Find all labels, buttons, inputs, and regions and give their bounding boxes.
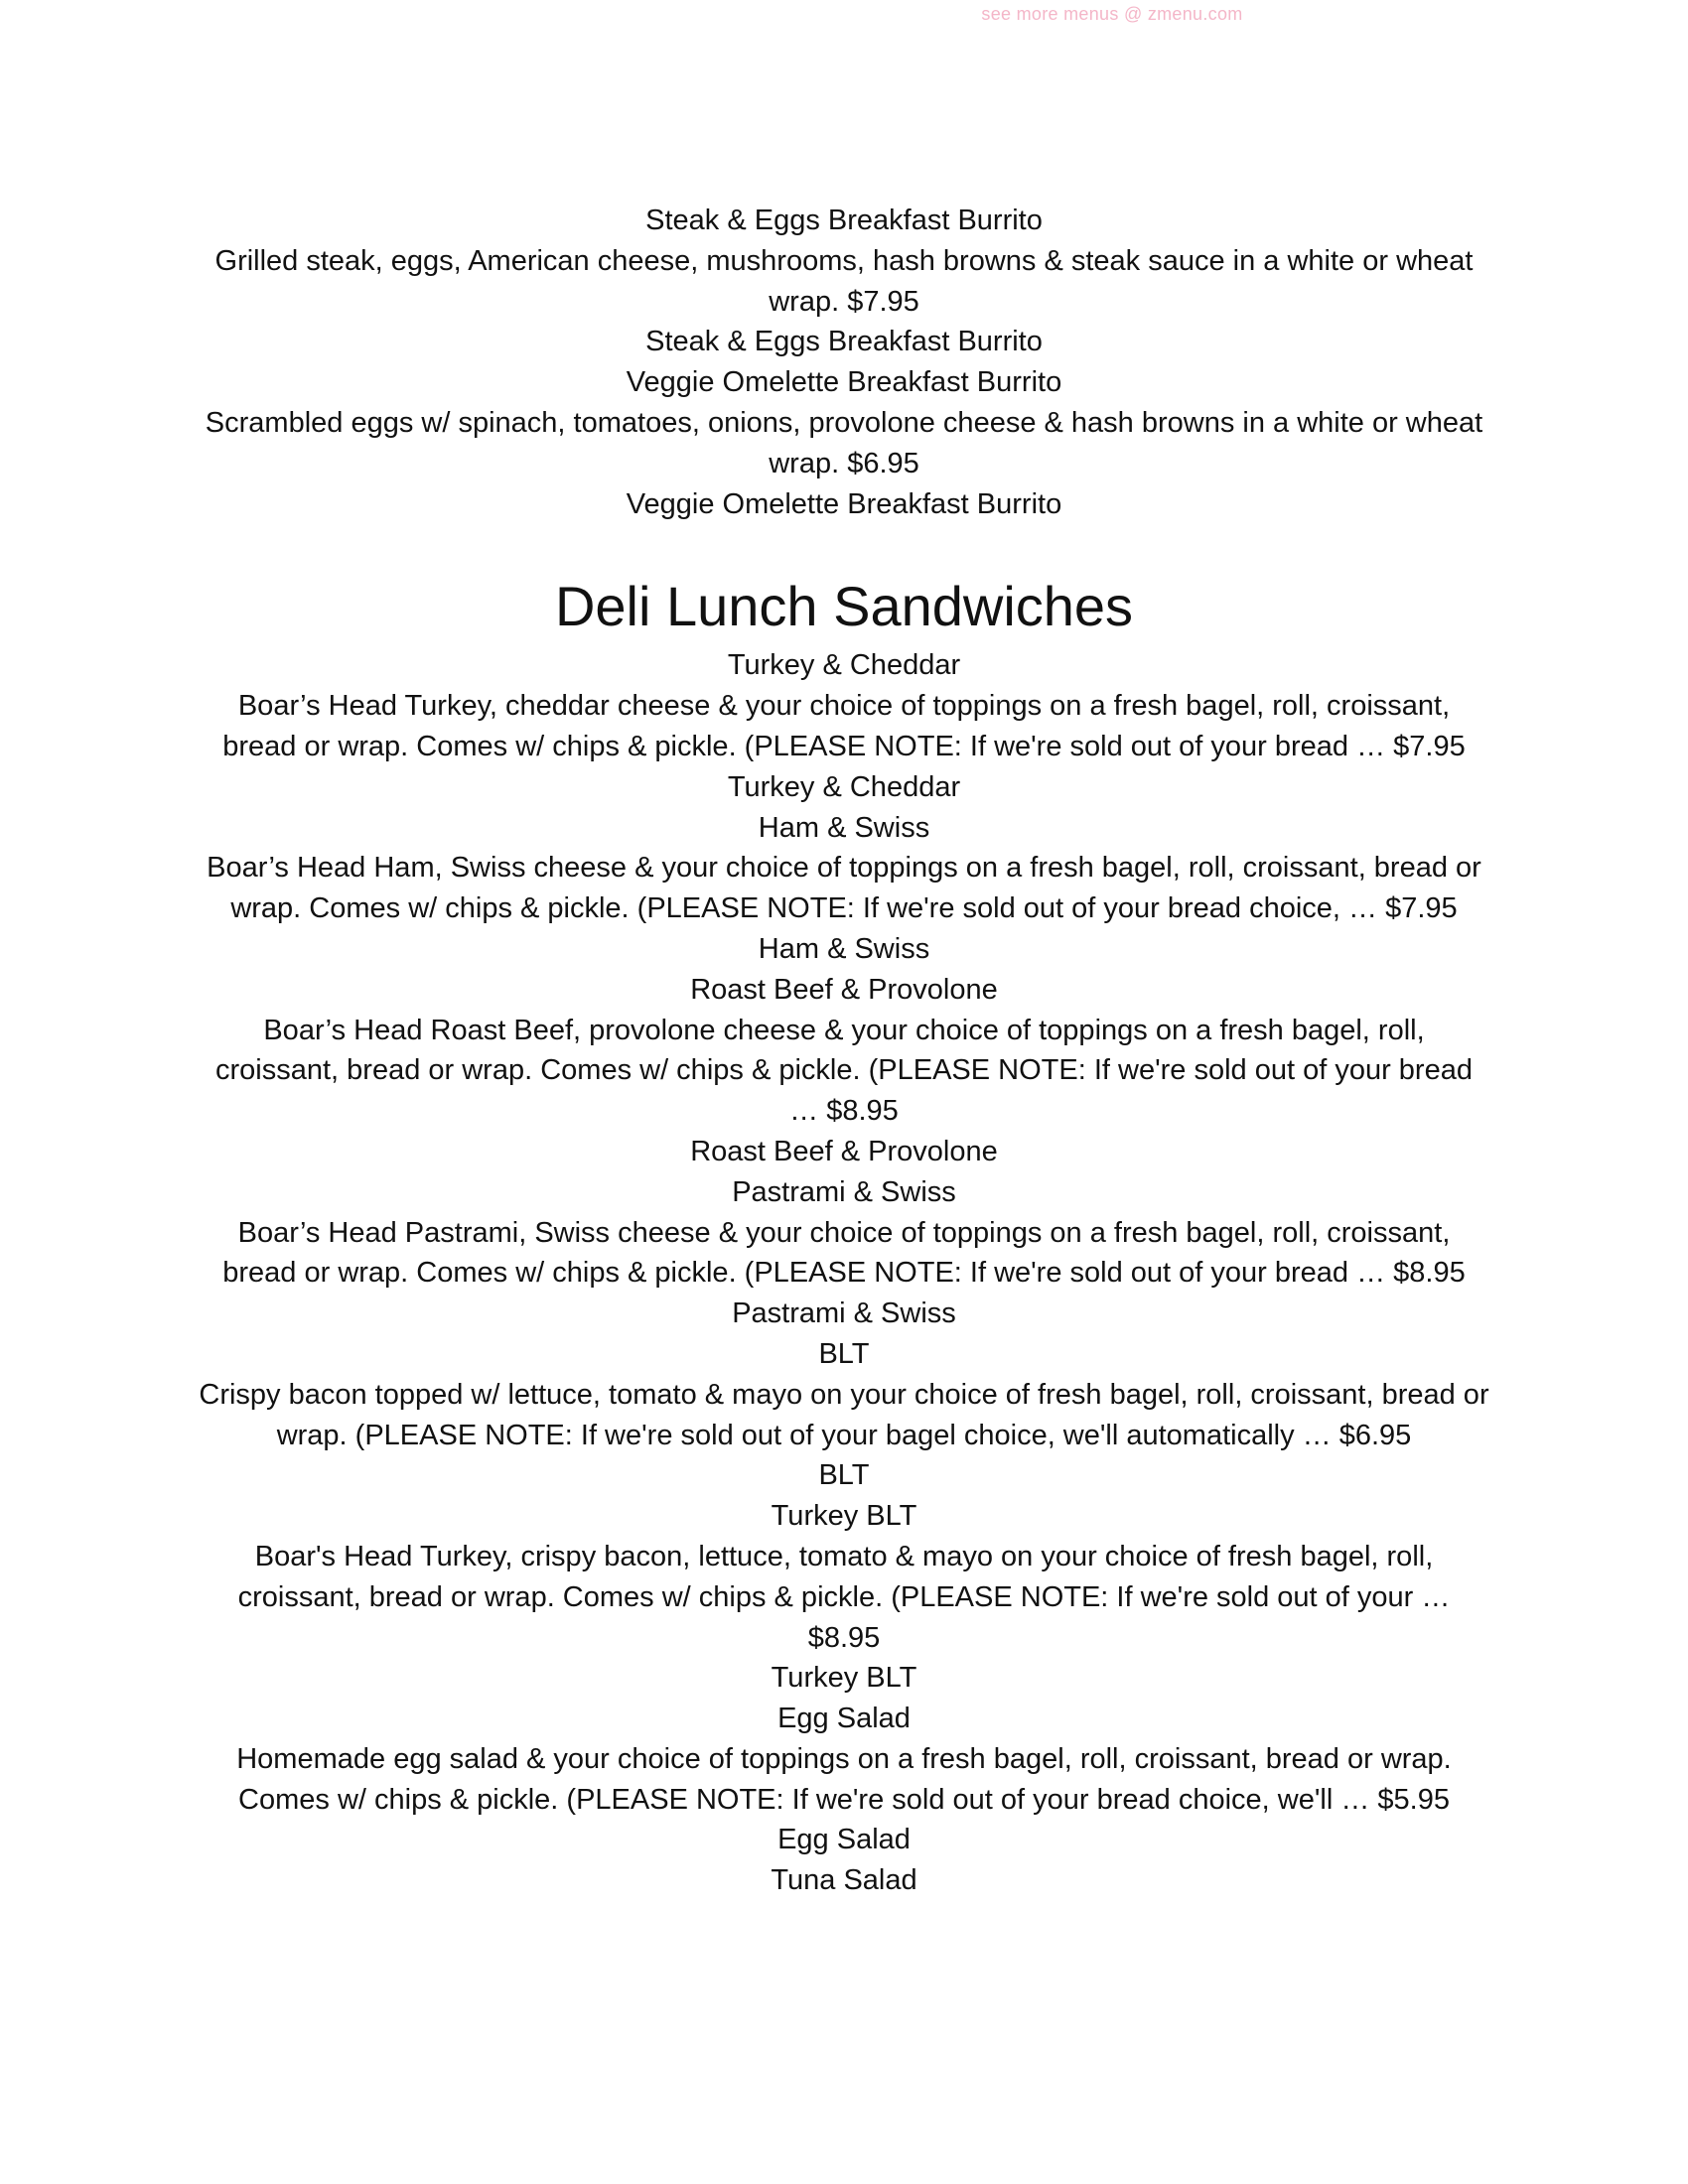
menu-item [0,1860,1688,1901]
item-name-repeat: Steak & Eggs Breakfast Burrito [645,326,1043,358]
item-name: Egg Salad [777,1703,911,1735]
menu-item [0,1496,1688,1699]
item-description: Boar’s Head Pastrami, Swiss cheese & your choice of toppings on a fresh bagel, roll, croissant, bread or wrap. Comes w/ chips & pickle. (PLEASE NOTE: If we're sold out of your bread … $8.95 [222,1216,1466,1290]
menu-item [0,970,1688,1172]
menu-page [0,201,1688,1901]
deli-section [0,572,1688,1901]
item-description: Boar’s Head Ham, Swiss cheese & your choice of toppings on a fresh bagel, roll, croissant, bread or wrap. Comes w/ chips & pickle. (PLEASE NOTE: If we're sold out of your bread choice, … $7.95 [207,852,1481,925]
menu-item [0,1172,1688,1334]
menu-item [0,1699,1688,1860]
item-name-repeat: Pastrami & Swiss [732,1297,956,1330]
item-name: Turkey BLT [771,1500,917,1533]
watermark-text: see more menus @ zmenu.com [981,4,1243,24]
breakfast-section [0,201,1688,524]
menu-item [0,645,1688,807]
menu-item [0,362,1688,524]
item-name-repeat: Turkey BLT [771,1662,917,1695]
item-name: Turkey & Cheddar [727,649,961,682]
item-name-repeat: Roast Beef & Provolone [690,1135,998,1167]
item-name-repeat: Veggie Omelette Breakfast Burrito [626,487,1062,520]
item-name-repeat: BLT [818,1459,870,1492]
item-name: Veggie Omelette Breakfast Burrito [626,366,1062,399]
item-name: BLT [818,1337,870,1370]
item-name: Pastrami & Swiss [732,1175,956,1208]
item-name: Tuna Salad [771,1864,917,1897]
item-name-repeat: Turkey & Cheddar [727,770,961,803]
item-description: Boar's Head Turkey, crispy bacon, lettuce, tomato & mayo on your choice of fresh bagel, roll, croissant, bread or wrap. Comes w/ chips & pickle. (PLEASE NOTE: If we're sold out of your … $8.95 [237,1540,1451,1654]
menu-item [0,808,1688,970]
item-description: Homemade egg salad & your choice of toppings on a fresh bagel, roll, croissant, bread or wrap. Comes w/ chips & pickle. (PLEASE NOTE: If we're sold out of your bread choice, we'll … $5.95 [236,1742,1452,1816]
item-name: Roast Beef & Provolone [690,973,998,1006]
item-description: Boar’s Head Turkey, cheddar cheese & your choice of toppings on a fresh bagel, roll, croissant, bread or wrap. Comes w/ chips & pickle. (PLEASE NOTE: If we're sold out of your bread … $7.95 [222,690,1466,762]
item-name: Ham & Swiss [758,811,930,844]
item-name-repeat: Egg Salad [777,1824,911,1856]
item-description: Crispy bacon topped w/ lettuce, tomato & mayo on your choice of fresh bagel, roll, croissant, bread or wrap. (PLEASE NOTE: If we're sold out of your bagel choice, we'll automatically … $6.95 [199,1378,1489,1451]
menu-item [0,1334,1688,1496]
menu-item [0,201,1688,362]
item-description: Scrambled eggs w/ spinach, tomatoes, onions, provolone cheese & hash browns in a white or wheat wrap. $6.95 [205,406,1483,479]
item-description: Grilled steak, eggs, American cheese, mushrooms, hash browns & steak sauce in a white or wheat wrap. $7.95 [214,244,1474,318]
item-description: Boar’s Head Roast Beef, provolone cheese & your choice of toppings on a fresh bagel, roll, croissant, bread or wrap. Comes w/ chips & pickle. (PLEASE NOTE: If we're sold out of your bread … $8.95 [215,1014,1473,1128]
section-title: Deli Lunch Sandwiches [554,575,1134,638]
item-name-repeat: Ham & Swiss [758,932,930,965]
item-name: Steak & Eggs Breakfast Burrito [645,205,1043,236]
